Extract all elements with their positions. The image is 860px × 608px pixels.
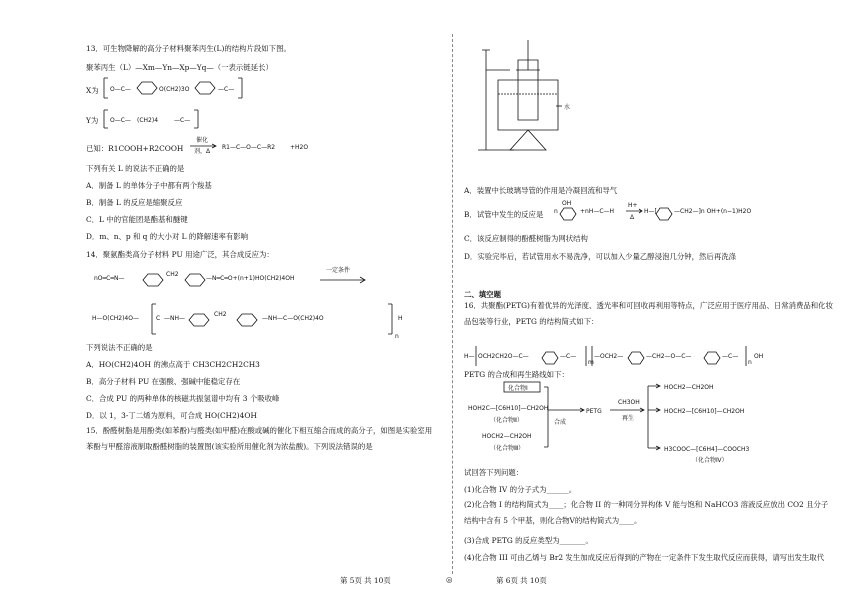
svg-text:m: m	[588, 359, 594, 366]
svg-text:OH: OH	[562, 200, 572, 207]
structure-x	[102, 76, 252, 102]
q16-ask: 试回答下列问题：	[464, 468, 524, 477]
q13-struct-label: 聚苯丙生（L）—Xm—Yn—Xp—Yq—（一表示链延长）	[86, 63, 273, 72]
svg-text:H—: H—	[464, 353, 475, 360]
q13-ask: 下列有关 L 的说法不正确的是	[86, 164, 185, 173]
svg-text:—CH2—O—C—: —CH2—O—C—	[646, 353, 692, 360]
q14-product	[92, 298, 442, 338]
svg-text:一定条件: 一定条件	[326, 267, 351, 274]
svg-text:(CH2)4: (CH2)4	[137, 117, 159, 124]
svg-text:+H2O: +H2O	[290, 144, 309, 151]
svg-text:n: n	[395, 333, 399, 340]
svg-text:—C—: —C—	[174, 117, 191, 124]
structure-y	[102, 108, 212, 132]
svg-text:HOH2C—[C6H10]—CH2OH: HOH2C—[C6H10]—CH2OH	[468, 405, 549, 412]
q13-opt-c: C．L 中的官能团是酯基和醚键	[86, 215, 188, 224]
svg-text:催化: 催化	[196, 137, 209, 144]
svg-text:H—O(CH2)4O—: H—O(CH2)4O—	[92, 315, 139, 322]
svg-text:+nH—C—H: +nH—C—H	[580, 208, 615, 215]
q14-opt-c: C．合成 PU 的两种单体的核磁共振氢谱中均有 3 个吸收峰	[86, 394, 280, 403]
svg-text:C: C	[156, 315, 161, 322]
svg-text:—OCH2—: —OCH2—	[594, 353, 624, 360]
q14-opt-d: D．以 1，3-丁二烯为原料，可合成 HO(CH2)4OH	[86, 411, 257, 420]
svg-text:H+: H+	[628, 202, 638, 209]
q16-sub2: (2)化合物 I 的结构简式为____；化合物 II 的一种同分异构体 V 能与饱和 NaHCO3 溶液反应放出 CO2 且分子结构中含有 5 个甲基，则化合物V的结构简式为____。	[464, 500, 829, 525]
q16-sub1: (1)化合物 IV 的分子式为______。	[464, 485, 577, 494]
q13-opt-d: D．m、n、p 和 q 的大小对 L 的降解速率有影响	[86, 232, 249, 241]
q16-sub3: (3)合成 PETG 的反应类型为_______。	[464, 536, 593, 545]
known-reaction-arrow	[190, 136, 310, 158]
svg-text:n: n	[554, 208, 558, 215]
svg-text:水: 水	[564, 104, 571, 111]
svg-text:OCH2CH2O—C—: OCH2CH2O—C—	[478, 353, 529, 360]
q13-title: 13．可生物降解的高分子材料聚苯丙生(L)的结构片段如下图。	[86, 44, 291, 53]
svg-text:化合物Ⅰ: 化合物Ⅰ	[508, 385, 528, 392]
svg-text:HOCH2—[C6H10]—CH2OH: HOCH2—[C6H10]—CH2OH	[664, 408, 745, 415]
q15-opt-d: D．实验完毕后，若试管用水不易洗净，可以加入少量乙醇浸泡几分钟，然后再洗涤	[464, 252, 736, 261]
q15-b-equation	[554, 200, 752, 224]
svg-text:（化合物Ⅱ）: （化合物Ⅱ）	[490, 417, 523, 424]
q13-opt-b: B．制备 L 的反应是缩聚反应	[86, 198, 183, 207]
svg-text:—CH2—]n OH+(n−1)H2O: —CH2—]n OH+(n−1)H2O	[674, 208, 752, 215]
svg-text:OH: OH	[754, 353, 764, 360]
petg-route-label: PETG 的合成和再生路线如下：	[464, 370, 569, 379]
svg-text:H: H	[398, 315, 403, 322]
petg-structure	[464, 342, 824, 370]
q13-known: 已知：R1COOH+R2COOH	[86, 144, 184, 153]
q15-opt-a: A．装置中长玻璃导管的作用是冷凝回流和导气	[464, 186, 618, 195]
svg-text:CH3OH: CH3OH	[618, 399, 640, 406]
q16-sub4: (4)化合物 III 可由乙烯与 Br2 发生加成反应后得到的产物在一定条件下发生取代反应而获得，请写出发生取代	[464, 553, 825, 562]
svg-text:H—[: H—[	[644, 208, 657, 215]
section-heading: 二、填空题	[464, 290, 501, 299]
q15-text: 15．酚醛树脂是用酚类(如苯酚)与醛类(如甲醛)在酸或碱的催化下相互缩合而成的高分子，如图是实验室用苯酚与甲醛溶液制取酚醛树脂的装置图(该实验所用催化剂为浓盐酸)。下列说法错误的是	[86, 426, 433, 451]
svg-text:—N═C═O+(n+1)HO(CH2)4OH: —N═C═O+(n+1)HO(CH2)4OH	[206, 275, 295, 282]
q15-opt-c: C．该反应制得的酚醛树脂为网状结构	[464, 234, 588, 243]
svg-text:n: n	[748, 359, 752, 366]
svg-text:（化合物Ⅳ）: （化合物Ⅳ）	[692, 457, 728, 464]
svg-text:PETG: PETG	[586, 408, 602, 415]
q13-y-label: Y为	[86, 116, 99, 125]
footer-page-right: 第 6页 共 10页	[496, 576, 547, 585]
svg-text:合成: 合成	[554, 419, 567, 426]
svg-text:HOCH2—CH2OH: HOCH2—CH2OH	[482, 433, 532, 440]
svg-text:Δ: Δ	[630, 214, 635, 221]
svg-text:R1—C—O—C—R2: R1—C—O—C—R2	[222, 144, 276, 151]
svg-text:—C—: —C—	[218, 86, 235, 93]
q14-opt-b: B．高分子材料 PU 在强酸、强碱中能稳定存在	[86, 377, 241, 386]
apparatus-figure	[468, 40, 578, 160]
svg-text:（化合物Ⅲ）: （化合物Ⅲ）	[490, 445, 525, 452]
svg-text:HOCH2—CH2OH: HOCH2—CH2OH	[664, 384, 714, 391]
svg-text:H3COOC—[C6H4]—COOCH3: H3COOC—[C6H4]—COOCH3	[664, 446, 750, 453]
svg-text:nO═C═N—: nO═C═N—	[94, 275, 125, 282]
svg-text:CH2: CH2	[166, 271, 179, 278]
svg-text:O—C—: O—C—	[110, 86, 131, 93]
q14-ask: 下列说法不正确的是	[86, 343, 153, 352]
svg-text:O(CH2)3O: O(CH2)3O	[159, 86, 190, 93]
q13-opt-a: A．制备 L 的单体分子中都有两个羧基	[86, 181, 212, 190]
svg-text:O—C—: O—C—	[110, 117, 131, 124]
q14-reaction	[94, 262, 434, 292]
column-divider	[452, 34, 453, 574]
svg-text:剂，Δ: 剂，Δ	[194, 148, 211, 155]
svg-text:—C—: —C—	[722, 353, 739, 360]
svg-text:—NH—: —NH—	[164, 315, 185, 322]
q15-opt-b: B．试管中发生的反应是	[464, 210, 544, 219]
footer-page-left: 第 5页 共 10页	[340, 576, 391, 585]
q14-opt-a: A．HO(CH2)4OH 的沸点高于 CH3CH2CH2CH3	[86, 360, 260, 369]
svg-text:—C—: —C—	[560, 353, 577, 360]
svg-text:再生: 再生	[622, 415, 635, 422]
svg-text:CH2: CH2	[214, 311, 227, 318]
footer-mark: ◎	[446, 575, 453, 584]
q14-title: 14．聚氨酯类高分子材料 PU 用途广泛，其合成反应为：	[86, 250, 274, 259]
svg-text:—NH—C—O(CH2)4O: —NH—C—O(CH2)4O	[262, 315, 324, 322]
q13-x-label: X为	[86, 86, 99, 95]
q16-text: 16．共聚酯(PETG)有着优异的光泽度、透光率和可回收再利用等特点，广泛应用于医疗用品、日常消费品和化妆品包装等行业，PETG 的结构简式如下：	[464, 301, 833, 326]
petg-route-diagram	[464, 380, 834, 464]
